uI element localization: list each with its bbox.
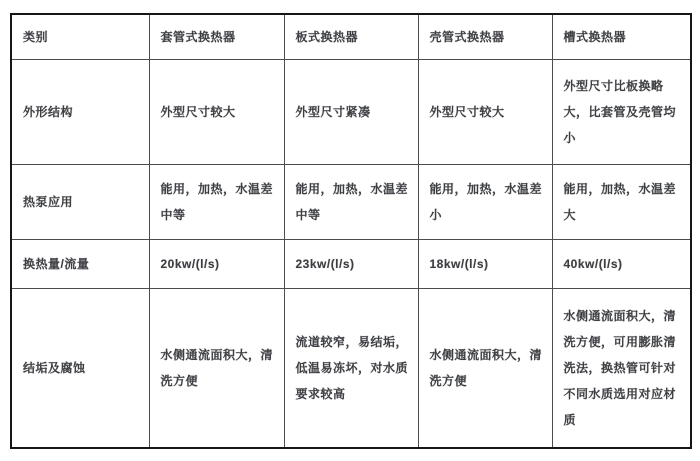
column-header-tank: 槽式换热器 xyxy=(552,14,691,59)
table-cell: 流道较窄，易结垢，低温易冻坏，对水质要求较高 xyxy=(284,288,418,448)
table-cell: 20kw/(l/s) xyxy=(149,239,284,288)
table-row-heat-pump-application xyxy=(11,164,691,239)
column-header-shell-tube: 壳管式换热器 xyxy=(418,14,552,59)
table-cell: 能用，加热，水温差中等 xyxy=(149,164,284,239)
table-cell: 40kw/(l/s) xyxy=(552,239,691,288)
table-row-heat-capacity-flow xyxy=(11,239,691,288)
table-cell: 水侧通流面积大，清洗方便 xyxy=(149,288,284,448)
table-cell: 水侧通流面积大，清洗方便，可用膨胀清洗法，换热管可针对不同水质选用对应材质 xyxy=(552,288,691,448)
heat-exchanger-comparison-table xyxy=(10,13,692,449)
table-row-shape-structure xyxy=(11,59,691,164)
table-cell: 18kw/(l/s) xyxy=(418,239,552,288)
table-cell: 外型尺寸比板换略大，比套管及壳管均小 xyxy=(552,59,691,164)
table-cell: 外型尺寸紧凑 xyxy=(284,59,418,164)
column-header-category: 类别 xyxy=(11,14,149,59)
row-label-heat-pump-application: 热泵应用 xyxy=(11,164,149,239)
table-row-scaling-corrosion xyxy=(11,288,691,448)
table-cell: 水侧通流面积大，清洗方便 xyxy=(418,288,552,448)
table-cell: 23kw/(l/s) xyxy=(284,239,418,288)
row-label-shape-structure: 外形结构 xyxy=(11,59,149,164)
row-label-scaling-corrosion: 结垢及腐蚀 xyxy=(11,288,149,448)
table-cell: 能用，加热，水温差小 xyxy=(418,164,552,239)
table-cell: 能用，加热，水温差大 xyxy=(552,164,691,239)
column-header-double-pipe: 套管式换热器 xyxy=(149,14,284,59)
table-cell: 能用，加热，水温差中等 xyxy=(284,164,418,239)
row-label-heat-capacity-flow: 换热量/流量 xyxy=(11,239,149,288)
table-header-row xyxy=(11,14,691,59)
table-cell: 外型尺寸较大 xyxy=(418,59,552,164)
column-header-plate: 板式换热器 xyxy=(284,14,418,59)
table-cell: 外型尺寸较大 xyxy=(149,59,284,164)
